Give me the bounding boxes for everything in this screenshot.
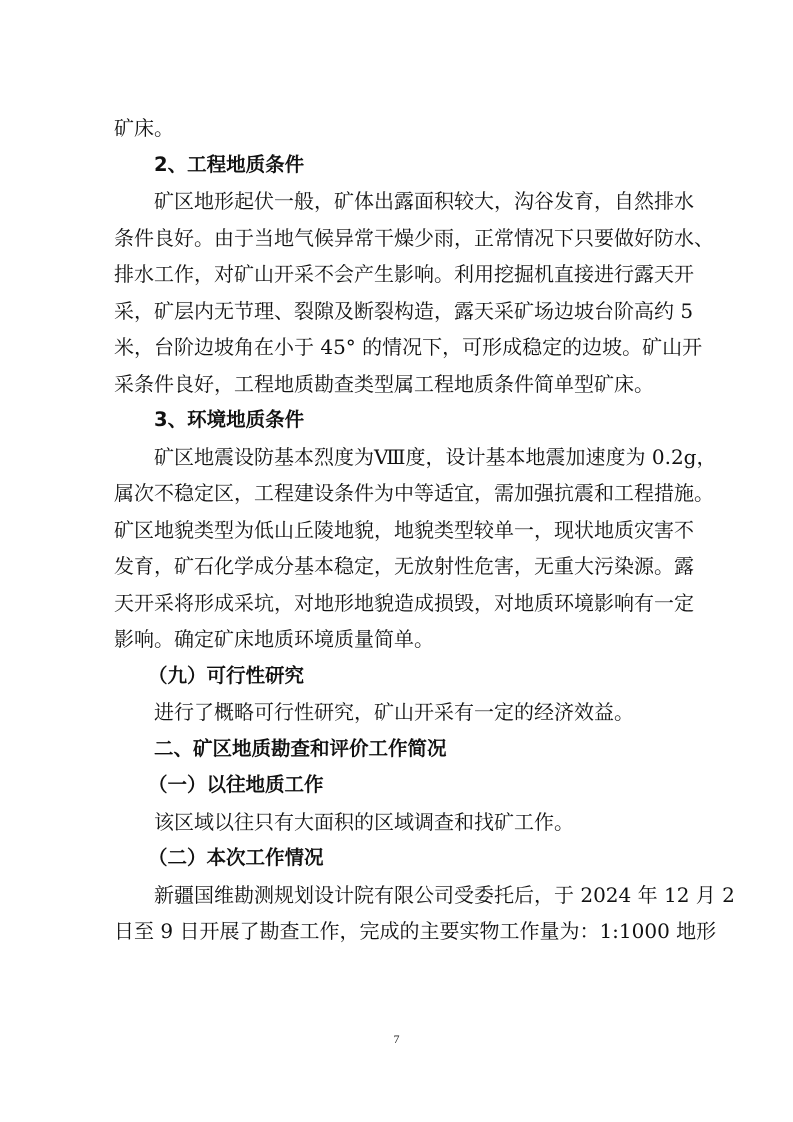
text-line-7: 米，台阶边坡角在小于 45° 的情况下，可形成稳定的边坡。矿山开 bbox=[114, 335, 703, 359]
text-line-8: 采条件良好，工程地质勘查类型属工程地质条件简单型矿床。 bbox=[114, 371, 654, 396]
text-line-17: 进行了概略可行性研究，矿山开采有一定的经济效益。 bbox=[154, 700, 634, 724]
text-line-12: 矿区地貌类型为低山丘陵地貌，地貌类型较单一，现状地质灾害不 bbox=[114, 517, 694, 542]
text-line-11: 属次不稳定区，工程建设条件为中等适宜，需加强抗震和工程措施。 bbox=[114, 481, 714, 505]
text-line-6: 采，矿层内无节理、裂隙及断裂构造，露天采矿场边坡台阶高约 5 bbox=[114, 298, 694, 323]
text-line-1: 矿床。 bbox=[114, 116, 174, 140]
text-line-23: 日至 9 日开展了勘查工作，完成的主要实物工作量为：1:1000 地形 bbox=[114, 919, 717, 943]
text-line-13: 发育，矿石化学成分基本稳定，无放射性危害，无重大污染源。露 bbox=[114, 554, 694, 578]
text-line-3: 矿区地形起伏一般，矿体出露面积较大，沟谷发育，自然排水 bbox=[154, 189, 694, 213]
text-line-15: 影响。确定矿床地质环境质量简单。 bbox=[114, 627, 434, 651]
section-heading-previous-work: （一）以往地质工作 bbox=[148, 773, 324, 796]
text-line-22: 新疆国维勘测规划设计院有限公司受委托后，于 2024 年 12 月 2 bbox=[154, 882, 735, 907]
document-body bbox=[114, 110, 735, 950]
chapter-heading-exploration-overview: 二、矿区地质勘查和评价工作简况 bbox=[154, 736, 447, 760]
section-heading-current-work: （二）本次工作情况 bbox=[148, 846, 324, 869]
section-heading-feasibility: （九）可行性研究 bbox=[148, 663, 305, 687]
section-heading-environmental-geology: 3、环境地质条件 bbox=[154, 408, 305, 431]
page-number: 7 bbox=[393, 1032, 400, 1046]
section-heading-engineering-geology: 2、工程地质条件 bbox=[154, 152, 305, 176]
text-line-20: 该区域以往只有大面积的区域调查和找矿工作。 bbox=[154, 809, 574, 834]
text-line-4: 条件良好。由于当地气候异常干燥少雨，正常情况下只要做好防水、 bbox=[114, 225, 714, 250]
text-line-10: 矿区地震设防基本烈度为Ⅷ度，设计基本地震加速度为 0.2g， bbox=[154, 444, 717, 469]
text-line-5: 排水工作，对矿山开采不会产生影响。利用挖掘机直接进行露天开 bbox=[114, 262, 694, 286]
text-line-14: 天开采将形成采坑，对地形地貌造成损毁，对地质环境影响有一定 bbox=[114, 590, 694, 615]
